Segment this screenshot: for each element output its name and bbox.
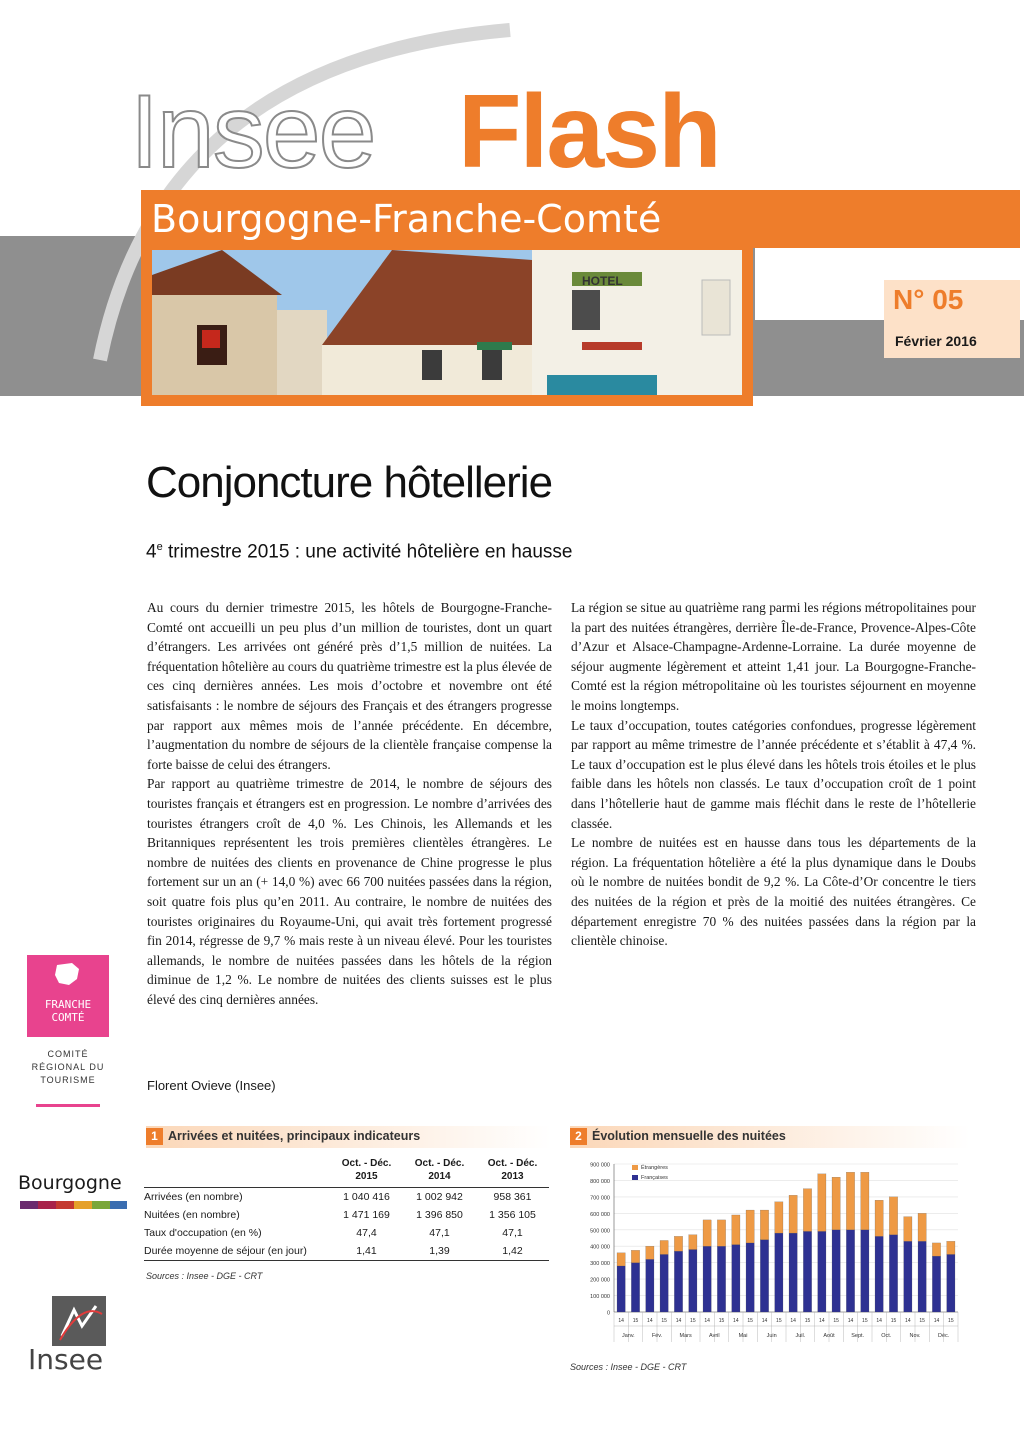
y-tick-label: 500 000 [590, 1228, 610, 1235]
subtitle-number: 4 [146, 541, 157, 563]
x-year-label: 15 [833, 1318, 839, 1324]
x-year-label: 14 [876, 1318, 882, 1324]
body-column-right [571, 598, 976, 951]
x-year-label: 15 [919, 1318, 925, 1324]
bar-etrangeres [932, 1243, 940, 1256]
x-year-label: 15 [948, 1318, 954, 1324]
y-tick-label: 300 000 [590, 1261, 610, 1268]
bar-francaises [818, 1231, 826, 1312]
x-month-label: Sept. [851, 1333, 865, 1339]
bar-francaises [904, 1241, 912, 1312]
row-label: Taux d'occupation (en %) [144, 1227, 262, 1239]
row-label: Arrivées (en nombre) [144, 1191, 243, 1203]
crt-underline [36, 1104, 100, 1107]
bar-etrangeres [631, 1250, 639, 1262]
table-header-cell: Oct. - Déc. 2015 [330, 1155, 403, 1188]
x-month-label: Avril [709, 1333, 720, 1339]
bar-etrangeres [832, 1177, 840, 1230]
bar-francaises [889, 1235, 897, 1312]
table-cell: 47,1 [502, 1227, 523, 1239]
bar-francaises [689, 1250, 697, 1312]
bar-francaises [918, 1241, 926, 1312]
bar-francaises [617, 1266, 625, 1312]
bar-francaises [803, 1231, 811, 1312]
x-month-label: Mai [738, 1333, 748, 1339]
table-cell: 1 040 416 [343, 1191, 390, 1203]
paragraph: Le nombre de nuitées est en hausse dans tous les départements de la région. La fréquentation hôtelière a été la plus dynamique dans le Doubs où le nombre de nuitées bondit de 9,2 %. La Côte-d’Or concentre le tiers des nuitées de la région et près de la moitié des nuitées étrangères. Ce département enregistre 70 % des nuitées passées dans la région par la clientèle chinoise. [571, 835, 976, 949]
bar-francaises [932, 1256, 940, 1312]
brand-insee: Insee [130, 74, 375, 190]
x-year-label: 14 [847, 1318, 854, 1324]
y-tick-label: 800 000 [590, 1178, 610, 1185]
page-title: Conjoncture hôtellerie [146, 458, 553, 507]
table-cell: 47,4 [356, 1227, 377, 1239]
x-year-label: 14 [790, 1318, 796, 1324]
figure-2-number: 2 [570, 1128, 587, 1145]
x-month-label: Mars [679, 1333, 692, 1339]
franche-comte-logo [27, 955, 109, 1037]
table-cell: 1 002 942 [416, 1191, 463, 1203]
fc-line-1: FRANCHE [44, 998, 92, 1011]
issue-date: Février 2016 [895, 333, 977, 349]
bar-francaises [631, 1263, 639, 1312]
indicators-table [144, 1155, 549, 1261]
row-label: Durée moyenne de séjour (en jour) [144, 1242, 330, 1261]
subtitle-text: trimestre 2015 : une activité hôtelière en hausse [162, 541, 573, 563]
x-year-label: 15 [862, 1318, 868, 1324]
bar-francaises [660, 1254, 668, 1312]
bar-francaises [789, 1233, 797, 1312]
bar-francaises [947, 1254, 955, 1312]
legend-swatch [632, 1175, 638, 1180]
figure-2-title: Évolution mensuelle des nuitées [592, 1129, 786, 1143]
issue-number: N° 05 [893, 284, 964, 315]
bar-etrangeres [803, 1189, 811, 1232]
bar-etrangeres [646, 1246, 654, 1259]
table-header-cell: Oct. - Déc. 2013 [476, 1155, 549, 1188]
insee-logo-text: Insee [28, 1343, 104, 1376]
bar-francaises [861, 1230, 869, 1312]
crt-line-2: RÉGIONAL DU [31, 1062, 105, 1072]
x-month-label: Juil. [795, 1333, 806, 1339]
bar-francaises [875, 1236, 883, 1312]
y-tick-label: 200 000 [590, 1277, 610, 1284]
brand-flash: Flash [458, 74, 720, 190]
x-year-label: 14 [819, 1318, 825, 1324]
table-cell: 958 361 [493, 1191, 532, 1203]
x-year-label: 14 [647, 1318, 653, 1324]
x-year-label: 15 [890, 1318, 897, 1324]
x-year-label: 14 [733, 1318, 739, 1324]
bar-etrangeres [918, 1213, 926, 1241]
author: Florent Ovieve (Insee) [147, 1078, 276, 1093]
x-year-label: 15 [632, 1318, 639, 1324]
x-month-label: Janv. [621, 1333, 635, 1339]
bar-francaises [717, 1246, 725, 1312]
bar-etrangeres [818, 1174, 826, 1232]
x-year-label: 14 [933, 1318, 940, 1324]
x-month-label: Oct. [881, 1333, 892, 1339]
bar-etrangeres [861, 1172, 869, 1230]
fc-line-2: COMTÉ [51, 1011, 85, 1024]
x-month-label: Déc. [938, 1333, 950, 1339]
table-cell: 47,1 [429, 1227, 450, 1239]
crt-logo-text [27, 1048, 109, 1087]
table-row [144, 1206, 549, 1224]
x-year-label: 15 [661, 1318, 667, 1324]
figure-1-title: Arrivées et nuitées, principaux indicateurs [168, 1129, 421, 1143]
bar-francaises [775, 1233, 783, 1312]
bar-etrangeres [674, 1236, 682, 1251]
table-cell: 1 356 105 [489, 1209, 536, 1221]
bar-etrangeres [617, 1253, 625, 1266]
crt-line-3: TOURISME [40, 1075, 96, 1085]
paragraph: Par rapport au quatrième trimestre de 2014, le nombre de séjours des touristes français et étrangers est en progression. Le nombre d’arrivées des touristes étrangers croît de 4,0 %. Les Chinois, les Allemands et les Britanniques représentent les trois premières clientèles étrangères. Le nombre de nuitées des clients en provenance de Chine progresse le plus fortement sur un an (+ 14,0 %) avec 66 700 nuitées passées dans la région, soit quatre fois plus qu’en 2011. Au contraire, le nombre de nuitées des touristes originaires du Royaume-Uni, qui avait très fortement progressé fin 2014, régresse de 9,7 % mais reste à un niveau élevé. Pour les touristes allemands, le nombre de nuitées passées dans les hôtels de la région diminue de 1,2 %. Le nombre de nuitées des clients suisses est le plus élevé des cinq dernières années. [147, 776, 552, 1007]
paragraph: Au cours du dernier trimestre 2015, les hôtels de Bourgogne-Franche-Comté ont accueilli un peu plus d’un million de touristes, dont un quart d’étrangers. Les arrivées ont généré près d’1,5 million de nuitées. La fréquentation hôtelière au cours du quatrième trimestre est la plus élevée de ces cinq dernières années. Les mois d’octobre et novembre ont été satisfaisants : le nombre de séjours des Français et des étrangers progresse par rapport aux mêmes mois de l’année précédente. En décembre, l’augmentation du nombre de séjours de la clientèle française compense la forte baisse de celui des étrangers. [147, 600, 552, 772]
x-year-label: 15 [804, 1318, 811, 1324]
bar-etrangeres [732, 1215, 740, 1245]
y-tick-label: 400 000 [590, 1244, 610, 1251]
table-header-empty [144, 1155, 330, 1188]
table-header-row [144, 1155, 549, 1188]
x-year-label: 15 [718, 1318, 725, 1324]
bar-francaises [646, 1259, 654, 1312]
table-header-cell: Oct. - Déc. 2014 [403, 1155, 476, 1188]
legend-label: Françaises [641, 1175, 668, 1181]
table-source: Sources : Insee - DGE - CRT [146, 1271, 263, 1281]
page-subtitle [146, 541, 573, 563]
bar-etrangeres [717, 1220, 725, 1246]
bar-etrangeres [947, 1241, 955, 1254]
bar-etrangeres [660, 1240, 668, 1254]
bar-francaises [703, 1246, 711, 1312]
x-year-label: 15 [747, 1318, 753, 1324]
bourgogne-color-bar [20, 1201, 127, 1209]
bar-etrangeres [760, 1210, 768, 1240]
bar-francaises [732, 1245, 740, 1312]
map-icon [27, 955, 109, 995]
x-year-label: 15 [690, 1318, 696, 1324]
region-title: Bourgogne-Franche-Comté [151, 197, 662, 241]
legend-swatch [632, 1165, 638, 1170]
x-year-label: 14 [704, 1318, 710, 1324]
bar-francaises [760, 1240, 768, 1312]
x-year-label: 14 [618, 1318, 624, 1324]
x-year-label: 15 [776, 1318, 782, 1324]
y-tick-label: 900 000 [590, 1162, 610, 1169]
table-cell: 1,42 [476, 1242, 549, 1261]
table-cell: 1 396 850 [416, 1209, 463, 1221]
bar-francaises [846, 1230, 854, 1312]
chart-source: Sources : Insee - DGE - CRT [570, 1362, 687, 1372]
bar-etrangeres [789, 1195, 797, 1233]
x-month-label: Juin [766, 1333, 777, 1339]
x-month-label: Août [823, 1333, 835, 1339]
body-column-left [147, 598, 552, 1009]
figure-1-number: 1 [146, 1128, 163, 1145]
insee-logo-mark [52, 1296, 106, 1346]
bar-francaises [746, 1243, 754, 1312]
x-year-label: 14 [675, 1318, 682, 1324]
bar-etrangeres [689, 1235, 697, 1250]
y-tick-label: 0 [606, 1310, 610, 1317]
header-photo [152, 250, 742, 395]
crt-line-1: COMITÉ [47, 1049, 89, 1059]
bar-etrangeres [875, 1200, 883, 1236]
table-cell: 1,39 [403, 1242, 476, 1261]
bar-francaises [832, 1230, 840, 1312]
table-row [144, 1242, 549, 1261]
hotel-sign: HOTEL [582, 274, 623, 288]
x-year-label: 14 [905, 1318, 911, 1324]
row-label: Nuitées (en nombre) [144, 1209, 240, 1221]
monthly-nights-chart [566, 1154, 976, 1354]
bar-etrangeres [904, 1217, 912, 1242]
y-tick-label: 600 000 [590, 1211, 610, 1218]
bar-etrangeres [703, 1220, 711, 1246]
y-tick-label: 100 000 [590, 1294, 610, 1301]
table-row [144, 1224, 549, 1242]
bourgogne-logo: Bourgogne [18, 1172, 122, 1194]
bar-francaises [674, 1251, 682, 1312]
franche-comte-logo-text [27, 998, 109, 1024]
x-month-label: Nov. [909, 1333, 921, 1339]
table-cell: 1,41 [330, 1242, 403, 1261]
subtitle-sup: e [156, 541, 163, 553]
bar-etrangeres [889, 1197, 897, 1235]
bar-etrangeres [746, 1210, 754, 1243]
bar-etrangeres [846, 1172, 854, 1230]
bar-etrangeres [775, 1202, 783, 1233]
x-month-label: Fév. [651, 1333, 663, 1339]
y-tick-label: 700 000 [590, 1195, 610, 1202]
legend-label: Étrangères [641, 1165, 668, 1171]
paragraph: La région se situe au quatrième rang parmi les régions métropolitaines pour la part des nuitées étrangères, derrière Île-de-France, Provence-Alpes-Côte d’Azur et Alsace-Champagne-Ardenne-Lorraine. La durée moyenne de séjour augmente légèrement et atteint 1,41 jour. La Bourgogne-Franche-Comté est la région métropolitaine où les touristes séjournent en moyenne le moins longtemps. [571, 600, 976, 713]
x-year-label: 14 [761, 1318, 768, 1324]
table-cell: 1 471 169 [343, 1209, 390, 1221]
paragraph: Le taux d’occupation, toutes catégories confondues, progresse légèrement par rapport au même trimestre de l’année précédente et s’établit à 47,4 %. Le taux d’occupation est le plus élevé dans les hôtels trois étoiles et le plus faible dans les hôtels non classés. Le taux d’occupation croît de 1 point dans l’hôtellerie haut de gamme mais fléchit dans le reste de l’hôtellerie classée. [571, 717, 976, 831]
table-row [144, 1188, 549, 1207]
